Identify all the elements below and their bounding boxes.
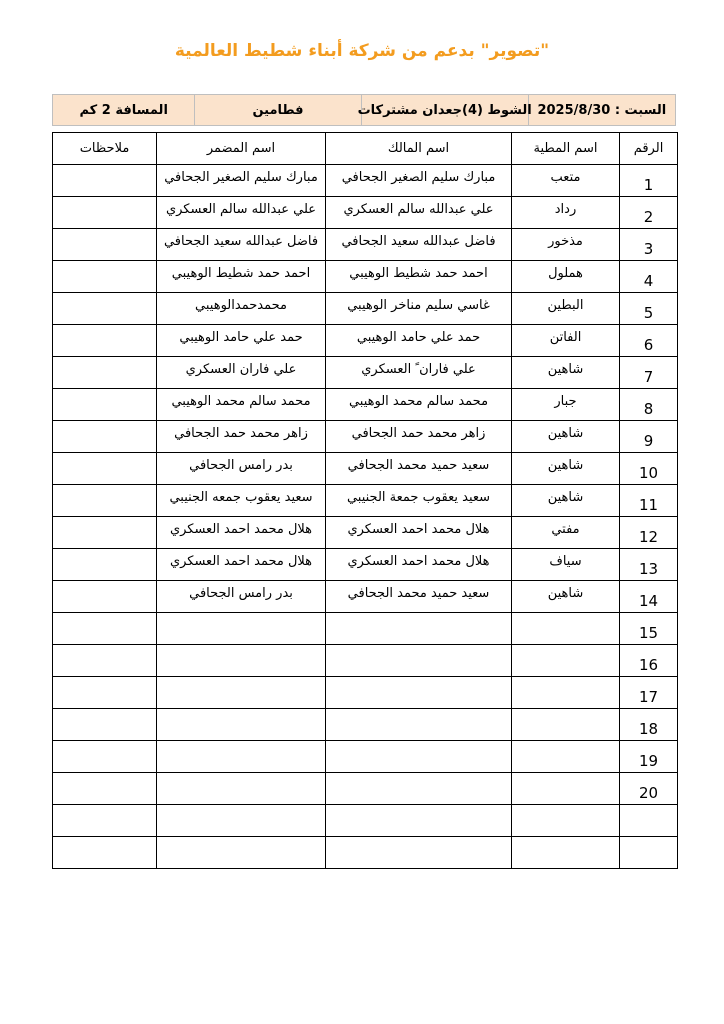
trainer-name-cell: محمد سالم محمد الوهيبي bbox=[157, 389, 326, 421]
row-number: 1 bbox=[620, 165, 678, 197]
camel-name-cell: مفتي bbox=[512, 517, 620, 549]
table-row bbox=[53, 421, 678, 453]
trainer-name-cell bbox=[157, 837, 326, 869]
camel-name-cell bbox=[512, 837, 620, 869]
race-distance: المسافة 2 كم bbox=[79, 102, 168, 118]
table-row bbox=[53, 389, 678, 421]
table-header-row bbox=[53, 133, 678, 165]
table-row bbox=[53, 357, 678, 389]
trainer-name-cell: بدر رامس الجحافي bbox=[157, 581, 326, 613]
camel-name-cell bbox=[512, 645, 620, 677]
table-row bbox=[53, 165, 678, 197]
row-number: 2 bbox=[620, 197, 678, 229]
header-camel-name: اسم المطية bbox=[512, 133, 620, 165]
row-number: 17 bbox=[620, 677, 678, 709]
camel-name-cell bbox=[512, 741, 620, 773]
trainer-name-cell: احمد حمد شطيط الوهيبي bbox=[157, 261, 326, 293]
notes-cell bbox=[53, 805, 157, 837]
owner-name-cell: سعيد حميد محمد الجحافي bbox=[326, 581, 512, 613]
camel-name-cell: رداد bbox=[512, 197, 620, 229]
race-date: السبت : 2025/8/30 bbox=[528, 95, 675, 125]
row-number: 3 bbox=[620, 229, 678, 261]
trainer-name-cell bbox=[157, 709, 326, 741]
owner-name-cell bbox=[326, 837, 512, 869]
race-round: الشوط (4)جعدان مشتركات bbox=[361, 95, 528, 125]
table-row bbox=[53, 517, 678, 549]
notes-cell bbox=[53, 165, 157, 197]
row-number: 4 bbox=[620, 261, 678, 293]
owner-name-cell: سعيد حميد محمد الجحافي bbox=[326, 453, 512, 485]
camel-name-cell: شاهين bbox=[512, 421, 620, 453]
trainer-name-cell: علي عبدالله سالم العسكري bbox=[157, 197, 326, 229]
trainer-name-cell: مبارك سليم الصغير الجحافي bbox=[157, 165, 326, 197]
owner-name-cell: زاهر محمد حمد الجحافي bbox=[326, 421, 512, 453]
owner-name-cell bbox=[326, 677, 512, 709]
header-owner-name: اسم المالك bbox=[326, 133, 512, 165]
notes-cell bbox=[53, 517, 157, 549]
table-row bbox=[53, 773, 678, 805]
trainer-name-cell: هلال محمد احمد العسكري bbox=[157, 549, 326, 581]
owner-name-cell: علي عبدالله سالم العسكري bbox=[326, 197, 512, 229]
participants-table bbox=[52, 132, 678, 869]
owner-name-cell bbox=[326, 805, 512, 837]
row-number: 20 bbox=[620, 773, 678, 805]
trainer-name-cell: زاهر محمد حمد الجحافي bbox=[157, 421, 326, 453]
table-row bbox=[53, 741, 678, 773]
trainer-name-cell: هلال محمد احمد العسكري bbox=[157, 517, 326, 549]
owner-name-cell: مبارك سليم الصغير الجحافي bbox=[326, 165, 512, 197]
trainer-name-cell bbox=[157, 613, 326, 645]
row-number: 13 bbox=[620, 549, 678, 581]
camel-name-cell: مذخور bbox=[512, 229, 620, 261]
owner-name-cell: علي فاران ً العسكري bbox=[326, 357, 512, 389]
trainer-name-cell bbox=[157, 741, 326, 773]
notes-cell bbox=[53, 709, 157, 741]
owner-name-cell bbox=[326, 645, 512, 677]
table-row bbox=[53, 261, 678, 293]
trainer-name-cell: فاضل عبدالله سعيد الجحافي bbox=[157, 229, 326, 261]
trainer-name-cell: محمدحمدالوهيبي bbox=[157, 293, 326, 325]
notes-cell bbox=[53, 581, 157, 613]
row-number: 9 bbox=[620, 421, 678, 453]
camel-name-cell: البطين bbox=[512, 293, 620, 325]
camel-name-cell bbox=[512, 677, 620, 709]
notes-cell bbox=[53, 197, 157, 229]
header-num: الرقم bbox=[620, 133, 678, 165]
notes-cell bbox=[53, 293, 157, 325]
row-number: 19 bbox=[620, 741, 678, 773]
page-title: "تصوير" بدعم من شركة أبناء شطيط العالمية bbox=[174, 41, 550, 61]
owner-name-cell: غاسي سليم مناخر الوهيبي bbox=[326, 293, 512, 325]
notes-cell bbox=[53, 389, 157, 421]
table-row bbox=[53, 325, 678, 357]
row-number: 10 bbox=[620, 453, 678, 485]
row-number: 16 bbox=[620, 645, 678, 677]
owner-name-cell bbox=[326, 613, 512, 645]
trainer-name-cell: حمد علي حامد الوهيبي bbox=[157, 325, 326, 357]
camel-name-cell: شاهين bbox=[512, 485, 620, 517]
owner-name-cell bbox=[326, 773, 512, 805]
notes-cell bbox=[53, 773, 157, 805]
trainer-name-cell: سعيد يعقوب جمعه الجنيبي bbox=[157, 485, 326, 517]
camel-name-cell: الفاتن bbox=[512, 325, 620, 357]
notes-cell bbox=[53, 357, 157, 389]
table-row bbox=[53, 709, 678, 741]
notes-cell bbox=[53, 677, 157, 709]
row-number bbox=[620, 837, 678, 869]
row-number: 14 bbox=[620, 581, 678, 613]
table-row bbox=[53, 549, 678, 581]
camel-name-cell: سياف bbox=[512, 549, 620, 581]
row-number: 12 bbox=[620, 517, 678, 549]
table-row bbox=[53, 677, 678, 709]
race-info-bar bbox=[52, 94, 676, 126]
camel-name-cell: شاهين bbox=[512, 357, 620, 389]
camel-name-cell: متعب bbox=[512, 165, 620, 197]
row-number bbox=[620, 805, 678, 837]
owner-name-cell: حمد علي حامد الوهيبي bbox=[326, 325, 512, 357]
notes-cell bbox=[53, 549, 157, 581]
header-notes: ملاحظات bbox=[53, 133, 157, 165]
table-row bbox=[53, 581, 678, 613]
camel-name-cell bbox=[512, 773, 620, 805]
notes-cell bbox=[53, 613, 157, 645]
camel-name-cell bbox=[512, 709, 620, 741]
trainer-name-cell bbox=[157, 805, 326, 837]
notes-cell bbox=[53, 741, 157, 773]
owner-name-cell: هلال محمد احمد العسكري bbox=[326, 549, 512, 581]
camel-name-cell bbox=[512, 805, 620, 837]
owner-name-cell: محمد سالم محمد الوهيبي bbox=[326, 389, 512, 421]
table-row bbox=[53, 197, 678, 229]
notes-cell bbox=[53, 837, 157, 869]
notes-cell bbox=[53, 229, 157, 261]
row-number: 18 bbox=[620, 709, 678, 741]
notes-cell bbox=[53, 421, 157, 453]
race-category: فطامين bbox=[194, 95, 360, 125]
camel-name-cell: هملول bbox=[512, 261, 620, 293]
trainer-name-cell bbox=[157, 773, 326, 805]
row-number: 5 bbox=[620, 293, 678, 325]
camel-name-cell: شاهين bbox=[512, 453, 620, 485]
owner-name-cell bbox=[326, 709, 512, 741]
notes-cell bbox=[53, 325, 157, 357]
owner-name-cell: فاضل عبدالله سعيد الجحافي bbox=[326, 229, 512, 261]
trainer-name-cell: بدر رامس الجحافي bbox=[157, 453, 326, 485]
camel-name-cell: شاهين bbox=[512, 581, 620, 613]
owner-name-cell: احمد حمد شطيط الوهيبي bbox=[326, 261, 512, 293]
table-row bbox=[53, 229, 678, 261]
trainer-name-cell bbox=[157, 645, 326, 677]
table-row bbox=[53, 453, 678, 485]
camel-name-cell bbox=[512, 613, 620, 645]
row-number: 8 bbox=[620, 389, 678, 421]
notes-cell bbox=[53, 261, 157, 293]
owner-name-cell: هلال محمد احمد العسكري bbox=[326, 517, 512, 549]
trainer-name-cell: علي فاران العسكري bbox=[157, 357, 326, 389]
header-trainer-name: اسم المضمر bbox=[157, 133, 326, 165]
table-row bbox=[53, 293, 678, 325]
table-row bbox=[53, 645, 678, 677]
table-row bbox=[53, 613, 678, 645]
notes-cell bbox=[53, 453, 157, 485]
camel-name-cell: جبار bbox=[512, 389, 620, 421]
owner-name-cell: سعيد يعقوب جمعة الجنيبي bbox=[326, 485, 512, 517]
row-number: 11 bbox=[620, 485, 678, 517]
table-row bbox=[53, 837, 678, 869]
table-row bbox=[53, 485, 678, 517]
owner-name-cell bbox=[326, 741, 512, 773]
notes-cell bbox=[53, 645, 157, 677]
trainer-name-cell bbox=[157, 677, 326, 709]
notes-cell bbox=[53, 485, 157, 517]
row-number: 7 bbox=[620, 357, 678, 389]
table-body bbox=[53, 165, 678, 869]
row-number: 15 bbox=[620, 613, 678, 645]
row-number: 6 bbox=[620, 325, 678, 357]
table-row bbox=[53, 805, 678, 837]
